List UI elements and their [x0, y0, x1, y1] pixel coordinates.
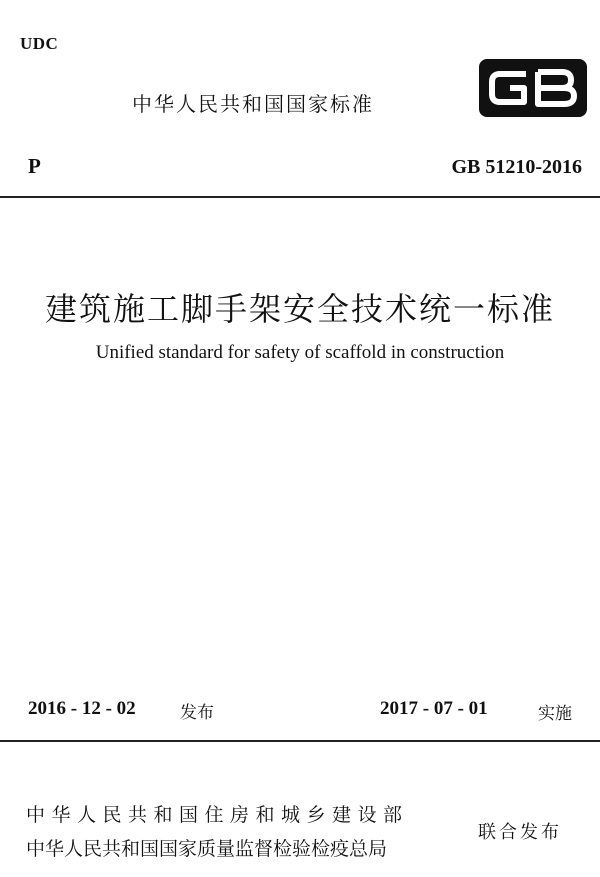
- gb-logo: [478, 58, 588, 118]
- top-divider: [0, 196, 600, 198]
- category-code: P: [28, 154, 41, 178]
- standard-number: GB 51210-2016: [451, 156, 582, 178]
- implementation-date: 2017 - 07 - 01: [380, 698, 488, 719]
- issue-date: 2016 - 12 - 02: [28, 698, 136, 719]
- issuer-line-2: 中华人民共和国国家质量监督检验检疫总局: [26, 838, 388, 860]
- joint-issue-label: 联合发布: [478, 822, 562, 843]
- title-english: Unified standard for safety of scaffold in construction: [95, 342, 505, 363]
- national-standard-heading: 中华人民共和国国家标准: [132, 92, 374, 116]
- issuer-line-1: 中华人民共和国住房和城乡建设部: [26, 804, 409, 826]
- udc-label: UDC: [20, 34, 59, 53]
- implementation-label: 实施: [538, 704, 572, 724]
- title-chinese: 建筑施工脚手架安全技术统一标准: [44, 290, 555, 328]
- issue-label: 发布: [180, 703, 214, 723]
- bottom-divider: [0, 740, 600, 742]
